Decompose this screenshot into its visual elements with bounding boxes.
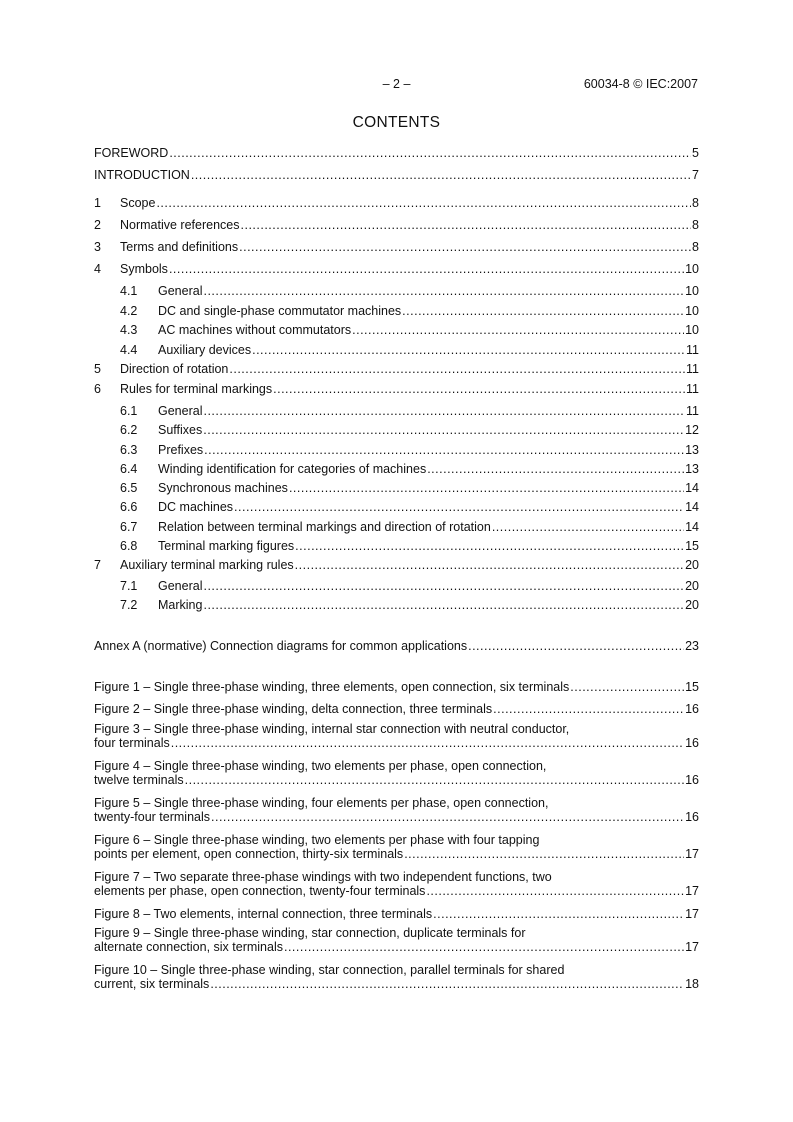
toc-entry-text: Figure 5 – Single three-phase winding, four elements per phase, open connection, bbox=[94, 796, 549, 811]
toc-entry-page: 12 bbox=[685, 423, 699, 438]
toc-entry-figure[interactable] bbox=[94, 796, 699, 833]
toc-entry-page: 5 bbox=[692, 146, 699, 160]
toc-entry-page: 11 bbox=[686, 342, 699, 357]
toc-entry-text-continued: alternate connection, six terminals bbox=[94, 940, 283, 955]
toc-entry-text-continued: twelve terminals bbox=[94, 773, 184, 788]
toc-entry-page: 23 bbox=[685, 639, 699, 654]
toc-entry-text: Marking bbox=[158, 598, 203, 613]
toc-entry-page: 14 bbox=[685, 481, 699, 496]
toc-entry-introduction[interactable] bbox=[94, 167, 699, 195]
toc-entry-text: Auxiliary terminal marking rules bbox=[120, 558, 294, 573]
toc-entry-text: Terminal marking figures bbox=[158, 539, 295, 554]
toc-entry-page: 17 bbox=[685, 884, 699, 899]
toc-entry-text: DC machines bbox=[158, 500, 234, 515]
toc-entry-number: 6.2 bbox=[120, 423, 138, 438]
toc-entry-text: Direction of rotation bbox=[120, 362, 229, 376]
toc-entry-page: 14 bbox=[685, 519, 699, 534]
toc-entry-number: 6.6 bbox=[120, 500, 138, 515]
toc-entry-text: DC and single-phase commutator machines bbox=[158, 303, 402, 318]
toc-entry-text: Figure 2 – Single three-phase winding, delta connection, three terminals bbox=[94, 701, 493, 716]
toc-entry-clause[interactable] bbox=[94, 557, 699, 578]
toc-entry-clause[interactable] bbox=[94, 239, 699, 261]
toc-entry-subclause[interactable] bbox=[94, 597, 699, 638]
toc-entry-text-continued: twenty-four terminals bbox=[94, 810, 211, 825]
toc-entry-number: 4 bbox=[94, 262, 101, 276]
toc-entry-text: Rules for terminal markings bbox=[120, 382, 273, 396]
toc-entry-text: Figure 10 – Single three-phase winding, star connection, parallel terminals for shared bbox=[94, 963, 565, 978]
document-id: 60034-8 © IEC:2007 bbox=[583, 77, 698, 91]
toc-entry-number: 1 bbox=[94, 196, 101, 210]
page-title: CONTENTS bbox=[352, 114, 441, 131]
toc-entry-clause[interactable] bbox=[94, 381, 699, 403]
toc-entry-figure[interactable] bbox=[94, 679, 699, 701]
toc-entry-number: 6.1 bbox=[120, 404, 138, 418]
toc-entry-text-continued: four terminals bbox=[94, 736, 170, 751]
toc-entry-page: 8 bbox=[692, 240, 699, 254]
toc-entry-number: 4.4 bbox=[120, 342, 138, 357]
toc-entry-number: 3 bbox=[94, 240, 101, 254]
toc-entry-text: Terms and definitions bbox=[120, 240, 239, 254]
toc-entry-number: 6.5 bbox=[120, 481, 138, 496]
toc-entry-number: 6 bbox=[94, 382, 101, 396]
toc-entry-text: Figure 6 – Single three-phase winding, two elements per phase with four tapping bbox=[94, 833, 540, 848]
toc-entry-figure[interactable] bbox=[94, 701, 699, 723]
toc-entry-text: Symbols bbox=[120, 262, 168, 276]
toc-entry-page: 20 bbox=[685, 578, 699, 593]
toc-entry-page: 15 bbox=[685, 539, 699, 554]
toc-entry-subclause[interactable] bbox=[94, 322, 699, 342]
toc-entry-text: General bbox=[158, 404, 203, 418]
toc-entry-number: 7 bbox=[94, 558, 101, 573]
toc-entry-text: Relation between terminal markings and direction of rotation bbox=[158, 519, 491, 534]
toc-entry-page: 11 bbox=[686, 382, 699, 396]
toc-entry-figure[interactable] bbox=[94, 759, 699, 796]
toc-entry-clause[interactable] bbox=[94, 261, 699, 283]
toc-entry-clause[interactable] bbox=[94, 195, 699, 217]
toc-entry-text: Winding identification for categories of machines bbox=[158, 461, 427, 476]
toc-entry-text: Figure 3 – Single three-phase winding, internal star connection with neutral conductor, bbox=[94, 722, 570, 737]
toc-entry-figure[interactable] bbox=[94, 833, 699, 870]
page-number: – 2 – bbox=[382, 77, 411, 91]
toc-entry-page: 16 bbox=[685, 701, 699, 716]
toc-entry-page: 8 bbox=[692, 218, 699, 232]
toc-entry-figure[interactable] bbox=[94, 963, 699, 1000]
toc-entry-text: Annex A (normative) Connection diagrams for common applications bbox=[94, 639, 468, 654]
toc-entry-text: Figure 7 – Two separate three-phase windings with two independent functions, two bbox=[94, 870, 552, 885]
toc-entry-text-continued: points per element, open connection, thirty-six terminals bbox=[94, 847, 404, 862]
toc-entry-text: FOREWORD bbox=[94, 146, 169, 160]
toc-entry-subclause[interactable] bbox=[94, 538, 699, 557]
toc-entry-text: Prefixes bbox=[158, 442, 204, 457]
toc-entry-number: 6.4 bbox=[120, 461, 138, 476]
toc-entry-page: 16 bbox=[685, 773, 699, 788]
toc-entry-page: 10 bbox=[685, 323, 699, 337]
toc-entry-subclause[interactable] bbox=[94, 578, 699, 598]
toc-entry-clause[interactable] bbox=[94, 217, 699, 239]
toc-entry-text: Suffixes bbox=[158, 423, 203, 438]
toc-entry-page: 8 bbox=[692, 196, 699, 210]
toc-entry-number: 6.8 bbox=[120, 539, 138, 554]
toc-entry-page: 10 bbox=[685, 284, 699, 298]
toc-entry-text: Figure 1 – Single three-phase winding, three elements, open connection, six terminals bbox=[94, 680, 570, 695]
toc-entry-page: 16 bbox=[685, 810, 699, 825]
toc-entry-page: 13 bbox=[685, 461, 699, 476]
toc-entry-page: 14 bbox=[685, 500, 699, 515]
toc-entry-page: 20 bbox=[685, 598, 699, 613]
toc-entry-page: 7 bbox=[692, 168, 699, 182]
toc-entry-text: Synchronous machines bbox=[158, 481, 288, 496]
toc-entry-number: 7.2 bbox=[120, 598, 138, 613]
toc-entry-text: General bbox=[158, 284, 203, 298]
toc-entry-text-continued: current, six terminals bbox=[94, 977, 210, 992]
toc-entry-page: 17 bbox=[685, 847, 699, 862]
toc-entry-annex[interactable] bbox=[94, 638, 699, 679]
toc-entry-figure[interactable] bbox=[94, 926, 699, 963]
toc-entry-subclause[interactable] bbox=[94, 499, 699, 518]
toc-entry-page: 13 bbox=[685, 442, 699, 457]
toc-entry-number: 7.1 bbox=[120, 578, 138, 593]
toc-entry-subclause[interactable] bbox=[94, 303, 699, 323]
toc-entry-number: 4.3 bbox=[120, 323, 138, 337]
toc-entry-number: 2 bbox=[94, 218, 101, 232]
toc-entry-subclause[interactable] bbox=[94, 283, 699, 303]
toc-entry-figure[interactable] bbox=[94, 722, 699, 759]
toc-entry-text: Scope bbox=[120, 196, 156, 210]
toc-entry-subclause[interactable] bbox=[94, 519, 699, 538]
toc-entry-page: 15 bbox=[685, 680, 699, 695]
toc-entry-page: 11 bbox=[686, 362, 699, 376]
toc-entry-text: INTRODUCTION bbox=[94, 168, 190, 182]
toc-entry-text: General bbox=[158, 578, 203, 593]
toc-entry-text: Figure 4 – Single three-phase winding, two elements per phase, open connection, bbox=[94, 759, 547, 774]
toc-entry-figure[interactable] bbox=[94, 870, 699, 906]
toc-entry-number: 6.7 bbox=[120, 519, 138, 534]
toc-entry-text: Figure 9 – Single three-phase winding, star connection, duplicate terminals for bbox=[94, 926, 526, 941]
toc-entry-text: Figure 8 – Two elements, internal connection, three terminals bbox=[94, 907, 433, 922]
toc-entry-text: AC machines without commutators bbox=[158, 323, 352, 337]
toc-entry-text: Auxiliary devices bbox=[158, 342, 252, 357]
toc-entry-page: 16 bbox=[685, 736, 699, 751]
toc-entry-clause[interactable] bbox=[94, 361, 699, 381]
toc-entry-page: 17 bbox=[685, 940, 699, 955]
toc-entry-text-continued: elements per phase, open connection, twenty-four terminals bbox=[94, 884, 426, 899]
toc-entry-number: 4.2 bbox=[120, 303, 138, 318]
toc-entry-subclause[interactable] bbox=[94, 422, 699, 441]
toc-entry-subclause[interactable] bbox=[94, 461, 699, 480]
toc-entry-number: 4.1 bbox=[120, 284, 138, 298]
toc-entry-subclause[interactable] bbox=[94, 403, 699, 422]
toc-entry-page: 17 bbox=[685, 907, 699, 922]
toc-entry-foreword[interactable] bbox=[94, 145, 699, 167]
toc-entry-page: 20 bbox=[685, 558, 699, 573]
toc-entry-number: 5 bbox=[94, 362, 101, 376]
toc-entry-page: 11 bbox=[686, 404, 699, 418]
toc-entry-text: Normative references bbox=[120, 218, 240, 232]
toc-entry-subclause[interactable] bbox=[94, 442, 699, 461]
table-of-contents bbox=[94, 145, 699, 1000]
toc-entry-figure[interactable] bbox=[94, 906, 699, 926]
toc-entry-page: 18 bbox=[685, 977, 699, 992]
toc-entry-subclause[interactable] bbox=[94, 480, 699, 499]
toc-entry-number: 6.3 bbox=[120, 442, 138, 457]
toc-entry-subclause[interactable] bbox=[94, 342, 699, 362]
toc-entry-page: 10 bbox=[685, 262, 699, 276]
toc-entry-page: 10 bbox=[685, 303, 699, 318]
